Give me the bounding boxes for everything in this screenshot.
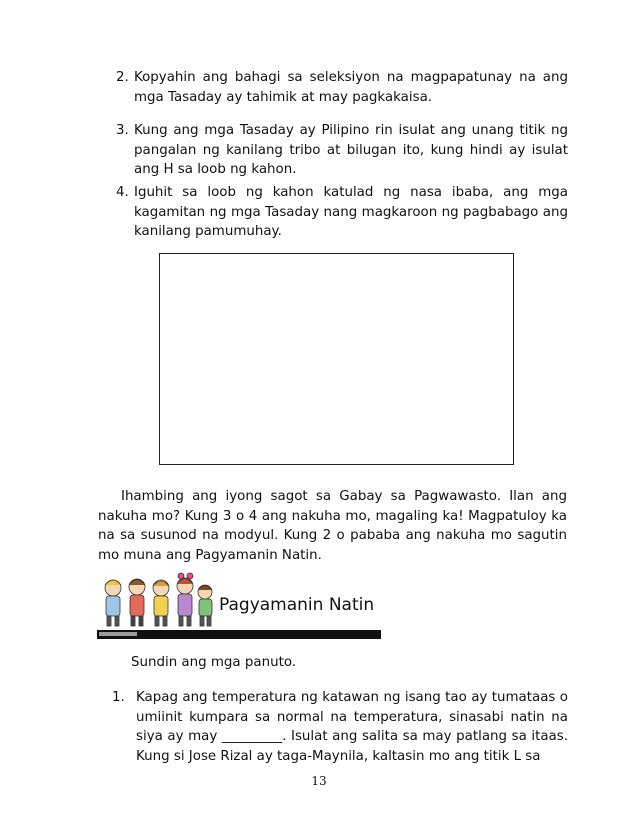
item-3 bbox=[116, 121, 568, 180]
section-title: Pagyamanin Natin bbox=[219, 595, 375, 615]
instruction-text: Sundin ang mga panuto. bbox=[131, 655, 297, 670]
drawing-box bbox=[159, 253, 514, 465]
item-text: Kopyahin ang bahagi sa seleksiyon na magpapatunay na ang mga Tasaday ay tahimik at may pagkakaisa. bbox=[134, 70, 568, 105]
item-2 bbox=[116, 68, 568, 107]
item-number: 1. bbox=[112, 690, 125, 705]
item-text: Iguhit sa loob ng kahon katulad ng nasa ibaba, ang mga kagamitan ng mga Tasaday nang magkaroon ng pagbabago ang kanilang pamumuhay. bbox=[134, 185, 568, 239]
item-number: 3. bbox=[116, 123, 129, 138]
section-banner bbox=[97, 570, 382, 642]
item-number: 2. bbox=[116, 70, 129, 85]
item-text: Kung ang mga Tasaday ay Pilipino rin isulat ang unang titik ng pangalan ng kanilang tribo at bilugan ito, kung hindi ay isulat ang H sa loob ng kahon. bbox=[134, 123, 568, 177]
page-number: 13 bbox=[311, 774, 327, 788]
item-4 bbox=[116, 183, 568, 242]
banner-bar bbox=[97, 630, 381, 639]
item-number: 4. bbox=[116, 185, 129, 200]
check-answers-paragraph: Ihambing ang iyong sagot sa Gabay sa Pagwawasto. Ilan ang nakuha mo? Kung 3 o 4 ang nakuha mo, magaling ka! Magpatuloy ka na sa susunod na modyul. Kung 2 o pababa ang nakuha mo sagutin mo muna ang Pagyamanin Natin. bbox=[98, 489, 567, 563]
activity-item-1 bbox=[112, 688, 568, 766]
item-text: Kapag ang temperatura ng katawan ng isang tao ay tumataas o umiinit kumpara sa normal na temperatura, sinasabi natin na siya ay may _________. Isulat ang salita sa may patlang sa itaas. Kung si Jose Rizal ay taga-Maynila, kaltasin mo ang titik L sa bbox=[136, 690, 568, 764]
children-illustration bbox=[97, 570, 215, 630]
bar-decoration bbox=[99, 632, 137, 636]
